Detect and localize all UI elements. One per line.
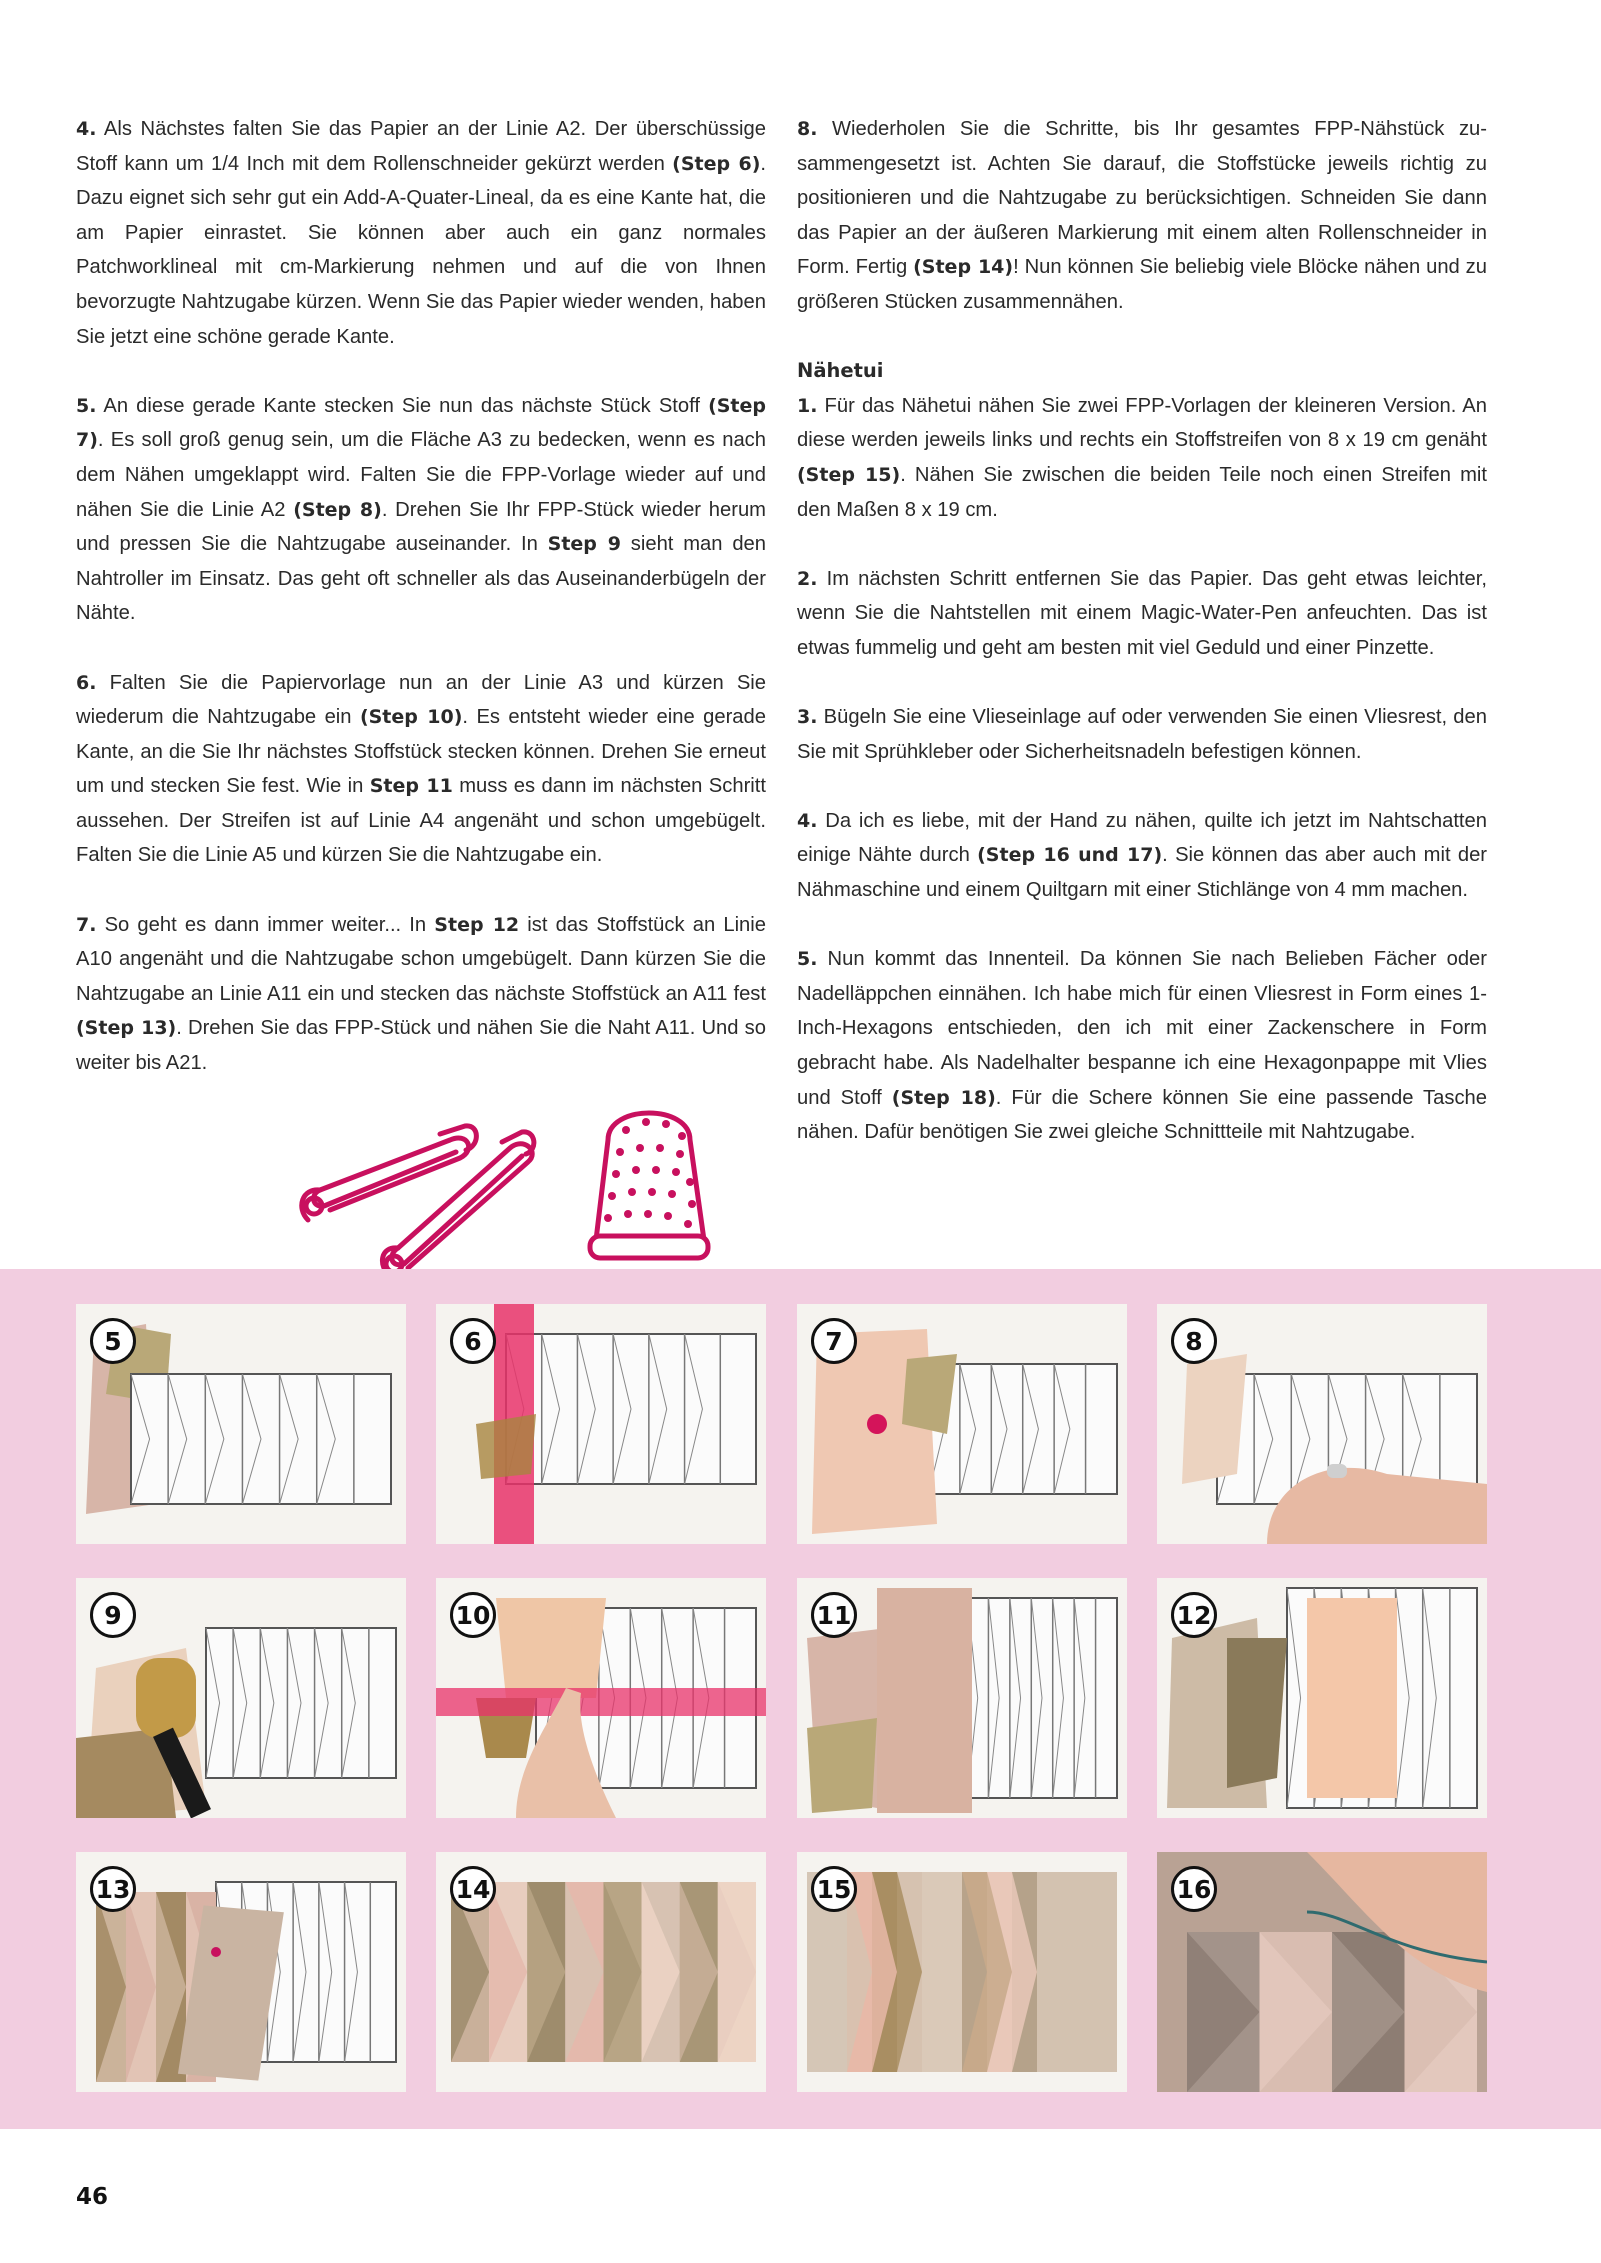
page-number: 46 (76, 2184, 109, 2210)
body-text: . Es entsteht wieder eine gerade Kante, an die Sie Ihr nächstes Stoffstück stecken können. Drehen Sie erneut um und stecken Sie fest. Wie in (76, 706, 766, 798)
step-photo-9 (76, 1578, 406, 1818)
step-number-badge: 15 (811, 1866, 857, 1912)
step-number-badge: 13 (90, 1866, 136, 1912)
step-reference: (Step 10) (359, 706, 463, 729)
safety-pin-icon (382, 1132, 533, 1276)
step-number: 3. (797, 706, 818, 729)
step-reference: (Step 8) (293, 498, 382, 521)
step-photo-15 (797, 1852, 1127, 2092)
step-photo-11 (797, 1578, 1127, 1818)
step-number: 4. (797, 809, 818, 832)
body-text: Im nächsten Schritt entfernen Sie das Papier. Das geht etwas leichter, wenn Sie die Nahtstellen mit einem Magic-Water-Pen anfeuchten. Das ist etwas fummelig und geht am besten mit viel Geduld und einer Pinzette. (797, 567, 1487, 659)
left-text-column (76, 112, 766, 1115)
paragraph-step-5 (76, 389, 766, 631)
step-photo-12 (1157, 1578, 1487, 1818)
thimble-icon (590, 1113, 708, 1258)
step-number-badge: 9 (90, 1592, 136, 1638)
step-photo-5 (76, 1304, 406, 1544)
paragraph-step-4 (76, 112, 766, 354)
step-number-badge: 16 (1171, 1866, 1217, 1912)
body-text: Falten Sie die Papiervorlage nun an der Linie A3 und kürzen Sie wiederum die Nahtzugabe ein (76, 671, 766, 729)
body-text: Für das Nähetui nähen Sie zwei FPP-Vorlagen der kleineren Version. An diese werden jeweils links und rechts ein Stoffstreifen von 8 x 19 cm genäht (797, 394, 1487, 452)
step-photo-13 (76, 1852, 406, 2092)
section-title-naehetui: Nähetui (797, 359, 884, 383)
body-text: Bügeln Sie eine Vlieseinlage auf oder verwenden Sie einen Vliesrest, den Sie mit Sprühkleber oder Sicherheitsnadeln befestigen können. (797, 706, 1487, 763)
step-number-badge: 8 (1171, 1318, 1217, 1364)
step-number: 1. (797, 394, 818, 417)
body-text: Wiederholen Sie die Schritte, bis Ihr gesamtes FPP-Nähstück zusammengesetzt ist. Achten Sie darauf, die Stoffstücke jeweils richtig zu positionieren und die Nahtzugabe zu berücksichtigen. Schneiden Sie dann das Papier an der äußeren Markierung mit einem alten Rollenschneider in Form. Fertig (797, 118, 1487, 279)
paragraph-step-8 (797, 112, 1487, 320)
step-number: 4. (76, 118, 97, 140)
body-text: . Drehen Sie das FPP-Stück und nähen Sie die Naht A11. Und so weiter bis A21. (76, 1017, 766, 1075)
body-text: sieht man den Nahtroller im Einsatz. Das geht oft schneller als das Auseinanderbügeln der Nähte. (76, 533, 766, 625)
paragraph-step-6 (76, 666, 766, 874)
step-reference: (Step 15) (797, 463, 901, 486)
step-number-badge: 11 (811, 1592, 857, 1638)
step-reference: (Step 7) (76, 394, 766, 452)
step-photo-6 (436, 1304, 766, 1544)
body-text: . Nähen Sie zwischen die beiden Teile noch einen Streifen mit den Maßen 8 x 19 cm. (797, 463, 1487, 521)
step-number: 2. (797, 567, 818, 590)
step-number: 6. (76, 671, 97, 694)
step-photo-10 (436, 1578, 766, 1818)
body-text: . Für die Schere können Sie eine passende Tasche nähen. Dafür benötigen Sie zwei gleiche Schnittteile mit Nahtzugabe. (797, 1086, 1487, 1144)
step-reference: Step 12 (434, 913, 520, 936)
sewing-decoration (290, 1090, 730, 1290)
body-text: Da ich es liebe, mit der Hand zu nähen, quilte ich jetzt im Nahtschatten einige Nähte durch (797, 809, 1487, 867)
step-photo-8 (1157, 1304, 1487, 1544)
body-text: ist das Stoffstück an Linie A10 angenäht und die Nahtzugabe schon umgebügelt. Dann kürzen Sie die Nahtzugabe an Linie A11 ein und stecken das nächste Stoffstück an A11 fest (76, 913, 766, 1005)
body-text: An diese gerade Kante stecken Sie nun das nächste Stück Stoff (96, 394, 709, 417)
step-number-badge: 12 (1171, 1592, 1217, 1638)
body-text: . Sie können das aber auch mit der Nähmaschine und einem Quiltgarn mit einer Stichlänge von 4 mm machen. (797, 844, 1488, 902)
body-text: muss es dann im nächsten Schritt aussehen. Der Streifen ist auf Linie A4 angenäht und schon umgebügelt. Falten Sie die Linie A5 und kürzen Sie die Nahtzugabe ein. (76, 775, 766, 867)
safety-pin-icon (302, 1126, 477, 1220)
step-reference: (Step 14) (913, 256, 1014, 279)
step-number: 5. (797, 948, 818, 971)
step-reference: (Step 13) (76, 1017, 177, 1040)
body-text: . Es soll groß genug sein, um die Fläche A3 zu bedecken, wenn es nach dem Nähen umgeklappt wird. Falten Sie die FPP-Vorlage wieder auf und nähen Sie die Linie A2 (76, 429, 766, 521)
paragraph-step-7 (76, 908, 766, 1081)
step-number-badge: 5 (90, 1318, 136, 1364)
step-number-badge: 14 (450, 1866, 496, 1912)
step-photo-16 (1157, 1852, 1487, 2092)
body-text: . Drehen Sie Ihr FPP-Stück wieder herum und pressen Sie die Nahtzugabe auseinander. In (76, 498, 766, 556)
step-reference: Step 11 (369, 775, 453, 798)
body-text: Als Nächstes falten Sie das Papier an der Linie A2. Der überschüssige Stoff kann um 1/4 Inch mit dem Rollenschneider gekürzt werden (76, 118, 766, 175)
body-text: . Dazu eignet sich sehr gut ein Add-A-Quater-Lineal, da es eine Kante hat, die am Papier einrastet. Sie können aber auch ein ganz normales Patchworklineal mit cm-Markierung nehmen und auf die von Ihnen bevorzugte Nahtzugabe kürzen. Wenn Sie das Papier wieder wenden, haben Sie jetzt eine schöne gerade Kante. (76, 152, 766, 348)
step-reference: (Step 16 und 17) (977, 844, 1163, 867)
step-number-badge: 10 (450, 1592, 496, 1638)
step-number: 5. (76, 394, 97, 417)
body-text: So geht es dann immer weiter... In (96, 913, 435, 936)
step-reference: (Step 6) (672, 152, 761, 175)
step-number: 8. (797, 118, 818, 140)
body-text: Nun kommt das Innenteil. Da können Sie nach Belieben Fächer oder Nadelläppchen einnähen. Ich habe mich für einen Vliesrest in Form eines 1-Inch-Hexagons entschieden, den ich mit einer Zackenschere in Form gebracht habe. Als Nadelhalter bespanne ich eine Hexagonpappe mit Vlies und Stoff (797, 948, 1487, 1109)
step-reference: (Step 18) (891, 1086, 996, 1109)
etui-paragraph-3 (797, 700, 1487, 769)
etui-paragraph-4 (797, 804, 1487, 908)
body-text: ! Nun können Sie beliebig viele Blöcke nähen und zu größeren Stücken zusammennähen. (797, 256, 1488, 313)
etui-paragraph-1 (797, 389, 1487, 527)
step-number-badge: 6 (450, 1318, 496, 1364)
step-number: 7. (76, 913, 97, 936)
step-number-badge: 7 (811, 1318, 857, 1364)
etui-paragraph-5 (797, 942, 1487, 1150)
step-reference: Step 9 (547, 533, 621, 556)
step-photo-7 (797, 1304, 1127, 1544)
etui-paragraph-2 (797, 562, 1487, 666)
right-text-column (797, 112, 1487, 1184)
step-photo-14 (436, 1852, 766, 2092)
